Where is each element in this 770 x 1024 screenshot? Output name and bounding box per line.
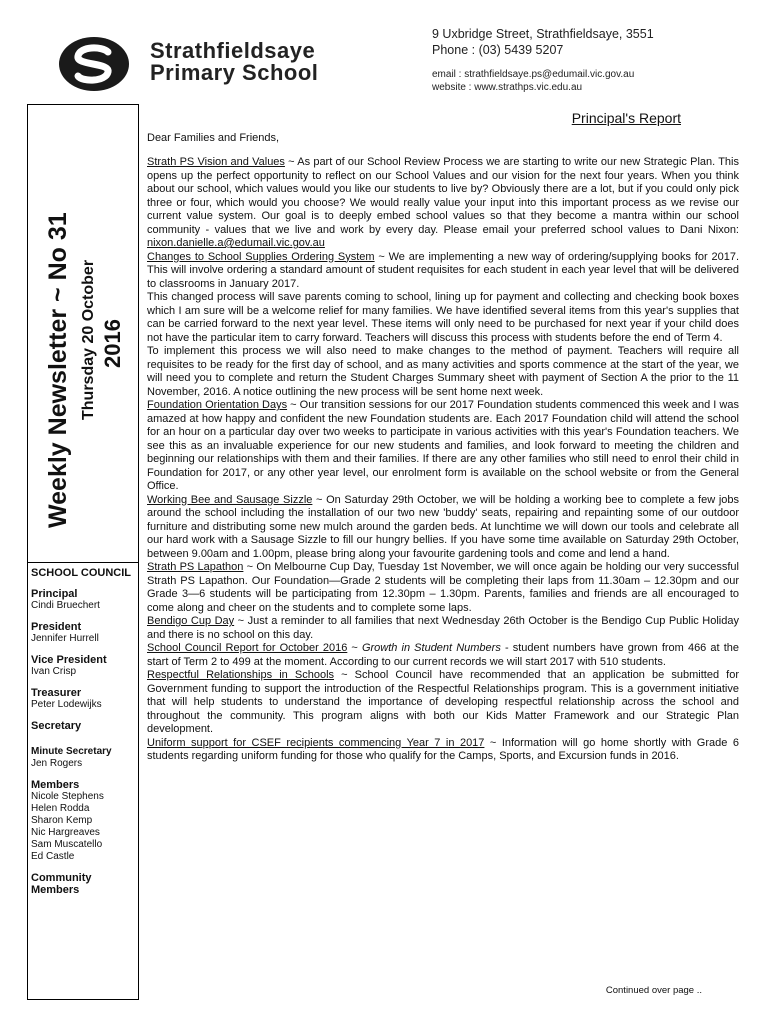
school-name: Strathfieldsaye Primary School <box>150 38 319 85</box>
member: Nic Hargreaves <box>31 827 100 838</box>
member: Helen Rodda <box>31 803 90 814</box>
school-contact <box>432 68 634 94</box>
email: email : strathfieldsaye.ps@edumail.vic.gov.au <box>432 69 635 80</box>
school-council: SCHOOL COUNCIL Principal Cindi Bruechert President Jennifer Hurrell Vice President Ivan Crisp Treasurer Peter Lodewijks Secretary Minute Secretary Jen Rogers Members Nicole Stephens Helen Rodda Sharon Kemp Nic Hargreaves Sam Muscatello Ed Castle Community Members <box>31 567 135 896</box>
supplies-section: Changes to School Supplies Ordering System ~ We are implementing a new way of ordering/supplying books for 2017. This will involve ordering a standard amount of student requisites for each student in each year level that will be delivered to classrooms in January 2017. <box>147 250 740 290</box>
lapathon-section: Strath PS Lapathon ~ On Melbourne Cup Day, Tuesday 1st November, we will once again be holding our very successful Strath PS Lapathon. Our Foundation—Grade 2 students will be completing their laps from 11.30am – 12.30pm and our Grade 3—6 students will be participating from 12.30pm – 1.30pm. Parents, families and friends are all encouraged to come along and cheer on the students and to complete some laps. <box>147 561 739 614</box>
member: Sam Muscatello <box>31 839 103 850</box>
email-link[interactable]: nixon.danielle.a@edumail.vic.gov.au <box>147 237 325 249</box>
respectful-section: Respectful Relationships in Schools ~ School Council have recommended that an application be submitted for Government funding to support the introduction of the Respectful Relationships program. This is a government initiative that will help students to understand the importance of developing respectful relationship across the school and throughout the community. This program aligns with both our Kids Matter Framework and our Strategic Plan development. <box>147 669 739 735</box>
council-report-section: School Council Report for October 2016 ~ Growth in Student Numbers - student numbers have grown from 466 at the start of Term 2 to 499 at the moment. According to our current records we will start 2017 with 510 students. <box>147 642 739 668</box>
orientation-section: Foundation Orientation Days ~ Our transition sessions for our 2017 Foundation students commenced this week and I was amazed at how happy and confident the new Foundation students are. Each 2017 Foundation child will attend the school for an hour on a particular day over two weeks to participate in various activities with this year's Foundation teachers. We see this as an invaluable experience for our new students and families, and look forward to meeting the children and beginning our relationships with them and their families. If there are any other families who still need to enrol their child in Foundation for 2017, or any other year level, our enrolment form is available on the school website or from the General Office. <box>147 399 739 492</box>
continued-note: Continued over page .. <box>605 985 702 996</box>
website: website : www.strathps.vic.edu.au <box>432 82 583 93</box>
uniform-section: Uniform support for CSEF recipients commencing Year 7 in 2017 ~ Information will go home shortly with Grade 6 students regarding uniform funding for those who qualify for the Camps, Sports, and Excursion funds in 2016. <box>147 736 739 762</box>
member: Sharon Kemp <box>31 815 93 826</box>
principals-report: Principal's Report Dear Families and Friends, Strath PS Vision and Values ~ As part of our School Review Process we are starting to write our new Strategic Plan. This opens up the perfect opportunity to reflect on our School Values and our vision for the next four years. When you think about our school, which values would you like our students to live by? Obviously there are a lot, but if you could only pick three or four, which would you choose? We would really value your input into this important process as we revise our current value system. Our goal is to deeply embed school values so that they become a mantra within our school community - values that we live and work by every day. Please email your preferred school values to Dani Nixon: nixon.danielle.a@edumail.vic.gov.au Changes to School Supplies Ordering System ~ We are implementing a new way of ordering/supplying books for 2017. This will involve ordering a standard amount of student requisites for each student in each year level that will be delivered to classrooms in January 2017. This changed process will save parents coming to school, lining up for payment and collecting and checking book boxes which I am sure will be a welcome relief for many families. We have identified several items from this year's supplies that can be carried forward to the next year level. These items will only need to be purchased for next year if your child does not have the particular item to carry forward. Teachers will discuss this process with students before the end of Term 4. To implement this process we will also need to make changes to the method of payment. Teachers will require all requisites to be ready for the first day of school, and as many activities and sports commence at the start of the year, we will need you to complete and return the Student Charges Summary sheet with payment of Section A the prior to the 11 November, 2016. A notice outlining the new process will be sent home next week. Foundation Orientation Days ~ Our transition sessions for our 2017 Foundation students commenced this week and I was amazed at how happy and confident the new Foundation students are. Each 2017 Foundation child will attend the school for an hour on a particular day over two weeks to participate in various activities with this year's Foundation teachers. We see this as an invaluable experience for our new students and families, and look forward to meeting the children and beginning our relationships with them and their families. If there are any other families who still need to enrol their child in Foundation for 2017, or any other year level, our enrolment form is available on the school website or from the General Office. Working Bee and Sausage Sizzle ~ On Saturday 29th October, we will be holding a working bee to complete a few jobs around the school including the installation of our two new 'buddy' seats, repairing and repainting some of our outdoor furniture and distributing some new mulch around the garden beds. At lunchtime we will down our tools and celebrate all our hard work with a Sausage Sizzle to fill our hungry bellies. If you have some time available on Saturday 29th October, between 9.00am and 1.00pm, please bring along your favourite gardening tools and come and lend a hand. Strath PS Lapathon ~ On Melbourne Cup Day, Tuesday 1st November, we will once again be holding our very successful Strath PS Lapathon. Our Foundation—Grade 2 students will be completing their laps from 11.30am – 12.30pm and our Grade 3—6 students will be participating from 12.30pm – 1.30pm. Parents, families and friends are all encouraged to come along and cheer on the students and to complete some laps. Bendigo Cup Day ~ Just a reminder to all families that next Wednesday 26th October is the Bendigo Cup Public Holiday and there is no school on this day. School Council Report for October 2016 ~ Growth in Student Numbers - student numbers have grown from 466 at the start of Term 2 to 499 at the moment. According to our current records we will start 2017 with 510 students. Respectful Relationships in Schools ~ School Council have recommended that an application be submitted for Government funding to support the introduction of the Respectful Relationships program. This is a government initiative that will help students to understand the importance of developing respectful relationship across the school and throughout the community. This program aligns with both our Kids Matter Framework and our Strategic Plan development. Uniform support for CSEF recipients commencing Year 7 in 2017 ~ Information will go home shortly with Grade 6 students regarding uniform funding for those who qualify for the Camps, Sports, and Excursion funds in 2016. <box>147 110 740 762</box>
member: Ed Castle <box>31 851 75 862</box>
cup-day-section: Bendigo Cup Day ~ Just a reminder to all families that next Wednesday 26th October is the Bendigo Cup Public Holiday and there is no school on this day. <box>147 615 739 641</box>
greeting: Dear Families and Friends, <box>147 131 280 144</box>
working-bee-section: Working Bee and Sausage Sizzle ~ On Saturday 29th October, we will be holding a working bee to complete a few jobs around the school including the installation of our two new 'buddy' seats, repairing and repainting some of our outdoor furniture and distributing some new mulch around the garden beds. At lunchtime we will down our tools and celebrate all our hard work with a Sausage Sizzle to fill our hungry bellies. If you have some time available on Saturday 29th October, between 9.00am and 1.00pm, please bring along your favourite gardening tools and come and lend a hand. <box>147 493 739 560</box>
report-title: Principal's Report <box>571 110 681 126</box>
vision-section: Strath PS Vision and Values ~ As part of our School Review Process we are starting to write our new Strategic Plan. This opens up the perfect opportunity to reflect on our School Values and our vision for the next four years. When you think about our school, which values would you like our students to live by? Obviously there are a lot, but if you could only pick three or four, which would you choose? We would really value your input into this important process as we revise our current value system. Our goal is to deeply embed school values so that they become a mantra within our school community - values that we live and work by every day. Please email your preferred school values to Dani Nixon: nixon.danielle.a@edumail.vic.gov.au <box>147 156 739 249</box>
newsletter-title: Weekly Newsletter ~ No 31 <box>44 212 72 528</box>
school-logo <box>58 36 130 92</box>
member: Nicole Stephens <box>31 791 104 802</box>
newsletter-date: Thursday 20 October <box>80 259 97 420</box>
school-address: 9 Uxbridge Street, Strathfieldsaye, 3551 Phone : (03) 5439 5207 <box>432 27 654 57</box>
council-heading: SCHOOL COUNCIL <box>31 567 132 579</box>
newsletter-year: 2016 <box>100 319 125 368</box>
